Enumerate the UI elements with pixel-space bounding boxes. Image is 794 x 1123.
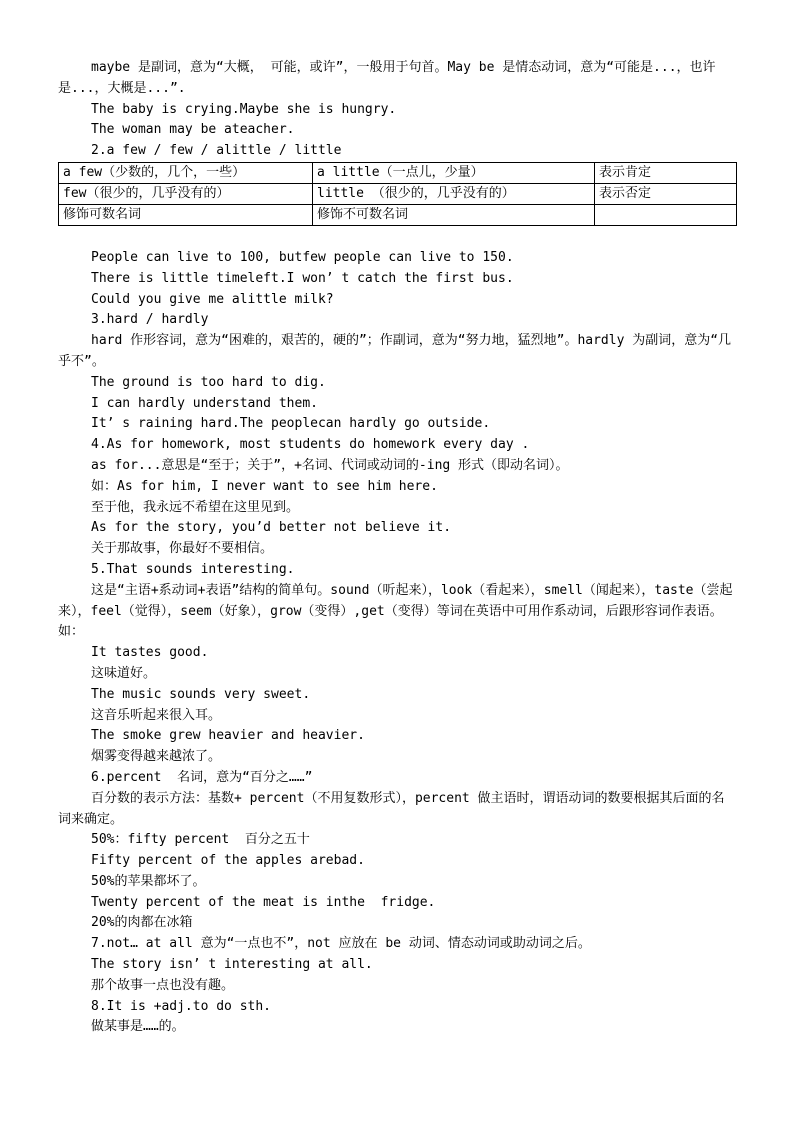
example-sentence: The baby is crying.Maybe she is hungry. <box>91 101 397 117</box>
example-sentence: Could you give me alittle milk? <box>91 291 334 307</box>
example-translation: 这音乐听起来很入耳。 <box>91 707 222 723</box>
definition: 做某事是……的。 <box>91 1019 185 1035</box>
section-heading: 5.That sounds interesting. <box>91 561 295 577</box>
definition: 这是“主语+系动词+表语”结构的简单句。sound（听起来），look（看起来），smell（闻起来），taste（尝起来），feel（觉得），seem（好象），grow（变得）,get（变得）等词在英语中可用作系动词，后跟形容词作表语。如： <box>58 582 733 640</box>
table-cell: little （很少的，几乎没有的） <box>313 183 595 204</box>
table-cell: 修饰可数名词 <box>59 204 313 225</box>
section-heading: 6.percent 名词，意为“百分之……” <box>91 769 313 785</box>
table-row <box>59 162 737 183</box>
table-cell: 表示肯定 <box>595 162 737 183</box>
table-row <box>59 204 737 225</box>
example-translation: 至于他，我永远不希望在这里见到。 <box>91 499 300 515</box>
definition: as for...意思是“至于；关于”，+名词、代词或动词的-ing 形式（即动名词）。 <box>91 457 569 473</box>
example-sentence: As for the story, you’d better not believe it. <box>91 520 452 536</box>
section-heading: 2.a few / few / alittle / little <box>91 143 342 159</box>
example-sentence: Fifty percent of the apples arebad. <box>91 853 365 869</box>
example-translation: 那个故事一点也没有趣。 <box>91 977 235 993</box>
table-cell: 修饰不可数名词 <box>313 204 595 225</box>
example-sentence: The ground is too hard to dig. <box>91 374 326 390</box>
example-sentence: 50%：fifty percent 百分之五十 <box>91 832 310 848</box>
example-translation: 50%的苹果都坏了。 <box>91 873 206 889</box>
definition: hard 作形容词，意为“困难的，艰苦的，硬的”；作副词，意为“努力地，猛烈地”。hardly 为副词，意为“几乎不”。 <box>58 333 732 369</box>
section-heading: 7.not… at all 意为“一点也不”，not 应放在 be 动词、情态动词或助动词之后。 <box>91 936 591 952</box>
example-translation: 20%的肉都在冰箱 <box>91 915 193 931</box>
table-cell <box>595 204 737 225</box>
table-cell: 表示否定 <box>595 183 737 204</box>
document-page <box>58 58 736 1038</box>
example-sentence: Twenty percent of the meat is inthe fridge. <box>91 894 436 910</box>
example-translation: 关于那故事，你最好不要相信。 <box>91 541 274 557</box>
example-sentence: People can live to 100, butfew people can live to 150. <box>91 249 514 265</box>
example-sentence: It tastes good. <box>91 645 209 661</box>
table-cell: a few（少数的，几个，一些） <box>59 162 313 183</box>
example-sentence: The smoke grew heavier and heavier. <box>91 728 365 744</box>
section-heading: 8.It is +adj.to do sth. <box>91 998 272 1014</box>
section-heading: 3.hard / hardly <box>91 312 209 328</box>
table-row <box>59 183 737 204</box>
few-little-table <box>58 162 737 226</box>
example-translation: 这味道好。 <box>91 665 157 681</box>
example-sentence: It’ s raining hard.The peoplecan hardly go outside. <box>91 416 491 432</box>
table-cell: few（很少的，几乎没有的） <box>59 183 313 204</box>
example-sentence: The music sounds very sweet. <box>91 686 311 702</box>
table-cell: a little（一点儿，少量） <box>313 162 595 183</box>
example-sentence: There is little timeleft.I won’ t catch the first bus. <box>91 270 514 286</box>
example-sentence: 如：As for him, I never want to see him here. <box>91 478 438 494</box>
definition: 百分数的表示方法：基数+ percent（不用复数形式），percent 做主语时，谓语动词的数要根据其后面的名词来确定。 <box>58 790 725 827</box>
example-sentence: The story isn’ t interesting at all. <box>91 957 373 973</box>
example-translation: 烟雾变得越来越浓了。 <box>91 749 222 765</box>
section-heading: 4.As for homework, most students do homework every day . <box>91 437 530 453</box>
example-sentence: The woman may be ateacher. <box>91 122 295 138</box>
example-sentence: I can hardly understand them. <box>91 395 318 411</box>
maybe-definition: maybe 是副词，意为“大概， 可能，或许”，一般用于句首。May be 是情态动词，意为“可能是...，也许是...，大概是...”. <box>58 60 716 96</box>
